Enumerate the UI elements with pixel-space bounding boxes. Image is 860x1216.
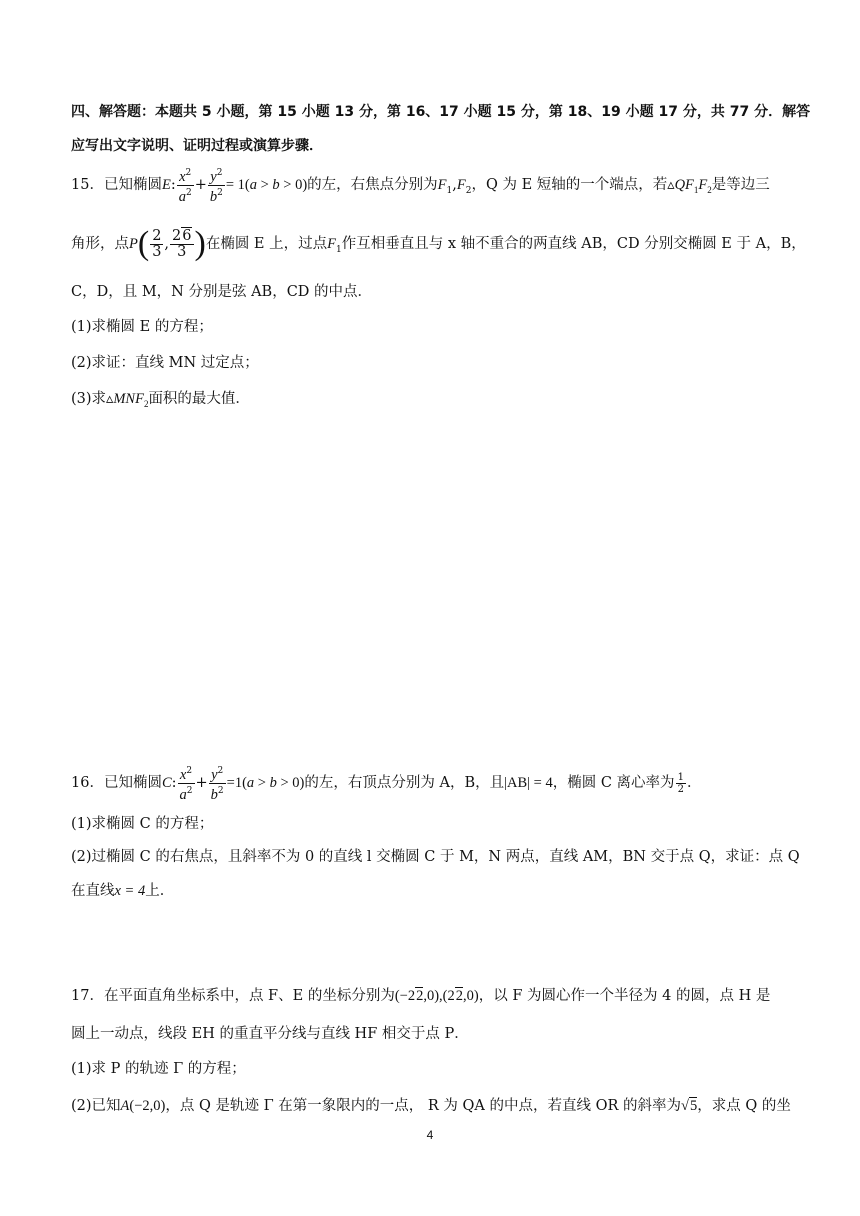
q15-part2: (2)求证：直线 MN 过定点； <box>71 355 259 371</box>
q15-line2: 角形，点P( $\frac{2}{3}$ , $\frac{26}{3}$ )在椭圆 E 上，过点$F_1$作互相垂直且与 x 轴不重合的两直线 AB，CD 分别交椭圆 E 于 A，B， <box>71 225 806 262</box>
q15-line3: C，D，且 M，N 分别是弦 AB，CD 的中点． <box>71 284 373 300</box>
q17-part2: (2)已知A(−2,0)，点 Q 是轨迹 Γ 在第一象限内的一点， R 为 QA 的中点，若直线 OR 的斜率为√5，求点 Q 的坐 <box>71 1098 791 1114</box>
q16-part2-line2: 在直线x = 4上． <box>71 883 175 899</box>
section-heading-line2: 应写出文字说明、证明过程或演算步骤． <box>71 138 323 154</box>
q16-line1: 16．已知椭圆C: $\frac{x^2}{a^2}$ + $\frac{y^2}{b^2}$ =1(a > b > 0)的左，右顶点分别为 A，B，且|AB| = 4，椭圆 C 离心率为 $\frac{1}{2}$ ． <box>71 765 702 803</box>
q16-part1: (1)求椭圆 C 的方程； <box>71 816 214 832</box>
q16-part2-line1: (2)过椭圆 C 的右焦点，且斜率不为 0 的直线 l 交椭圆 C 于 M，N 两点，直线 AM，BN 交于点 Q，求证：点 Q <box>71 849 800 865</box>
q17-line1: 17．在平面直角坐标系中，点 F、E 的坐标分别为(−22,0),(22,0)，以 F 为圆心作一个半径为 4 的圆，点 H 是 <box>71 988 771 1004</box>
q17-line2: 圆上一动点，线段 EH 的重直平分线与直线 HF 相交于点 P． <box>71 1026 469 1042</box>
page-number: 4 <box>426 1128 434 1142</box>
q16-number: 16．已知椭圆 <box>71 775 162 791</box>
q15-line1: 15．已知椭圆E: $\frac{x^2}{a^2}$ + $\frac{y^2}{b^2}$ = 1(a > b > 0)的左，右焦点分别为$F_1,F_2$，Q 为 E 短轴的一个端点，若$▵QF_1F_2$是等边三 <box>71 167 770 205</box>
section-heading-line1: 四、解答题：本题共 5 小题，第 15 小题 13 分，第 16、17 小题 15 分，第 18、19 小题 17 分，共 77 分．解答 <box>71 104 811 120</box>
q17-part1: (1)求 P 的轨迹 Γ 的方程； <box>71 1061 246 1077</box>
q15-part1: (1)求椭圆 E 的方程； <box>71 319 213 335</box>
q15-number: 15．已知椭圆 <box>71 177 162 193</box>
q15-part3: (3)求$▵MNF_2$面积的最大值． <box>71 391 250 409</box>
